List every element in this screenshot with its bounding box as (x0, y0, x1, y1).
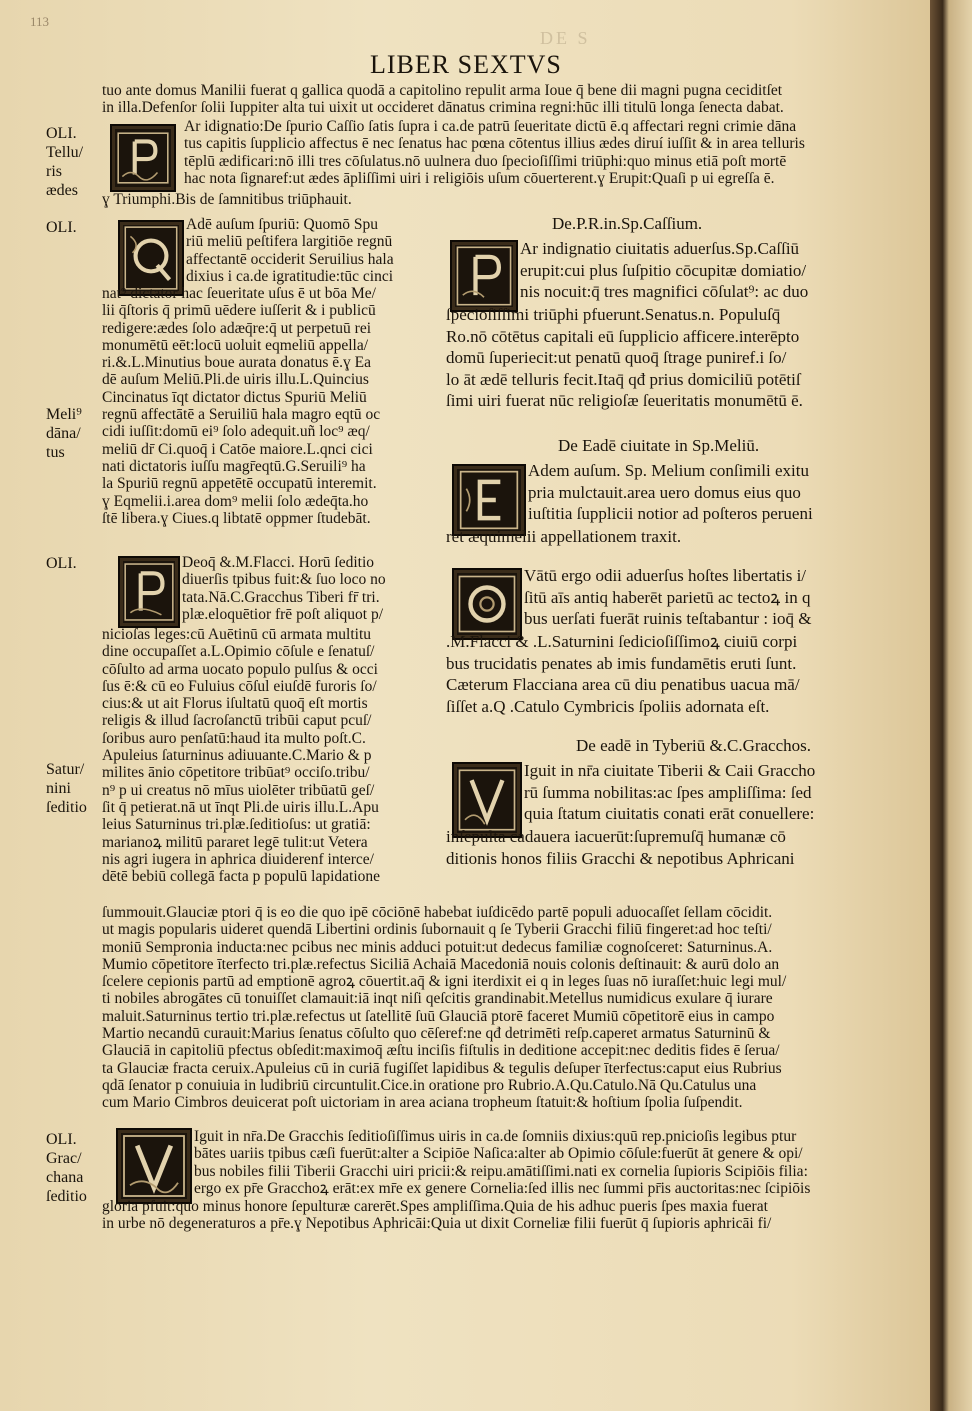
text-line: quia ſtatum ciuitatis conati erāt conuellere: (524, 804, 815, 823)
margin-note-oli-gracchana (46, 1130, 87, 1206)
text-line: Ar indignatio ciuitatis aduerſus.Sp.Caſſiū (520, 239, 800, 258)
main-odium-head (524, 565, 902, 630)
text-line: hac nota ſignaref:ut ædes āpliſſimi uiri i religiōis uſum cōuerterent.ɣ Erupit:Quaſi p ui egreſſa ē. (184, 169, 775, 187)
margin-line: chana (46, 1169, 84, 1186)
text-line: nat⁹ dictator hac ſeueritate uſus ē ut bōa Me/ (102, 285, 376, 302)
decorated-initial-p (110, 124, 176, 192)
margin-line: Meli⁹ (46, 406, 82, 423)
text-line: Apuleius ſaturninus adiuuante.C.Mario & p (102, 747, 372, 765)
text-line: ſimi uiri fuerat nūc religioſæ ſeueritatis monumētū ē. (446, 391, 803, 410)
text-line: qdā ſenator p conuiuia in ludibriū circuntulit.Cice.in oratione pro Rubrio.A.Qu.Catulo.Nā Qu.Catulus una (102, 1076, 757, 1094)
text-line: dētē bebiū collegā facta p populū lapidatione (102, 868, 381, 886)
text-line: rū ſumma nobilitas:ac ſpes ampliſſima: ſed (524, 782, 812, 802)
text-line: Iguit in nr̄a ciuitate Tiberii & Caii Graccho (524, 761, 816, 780)
text-line: milites ānio cōpetitore tribūat⁹ occiſo.tribu/ (102, 764, 370, 782)
text-line: maluit.Saturninus tertio tri.plæ.refectus ut ſatellitē ſuū Glauciā ptorē faceret Mumiū cōpetitorē eius in campo (102, 1007, 775, 1025)
text-line: ſiſſet a.Q .Catulo Cymbricis ſpoliis adornata eſt. (446, 696, 770, 716)
text-line: ſummouit.Glauciæ ptori q̄ is eo die quo ipē cōciōnē habebat iuſdicēdo partē populi aduocaſſet ſellam cōcidit. (102, 904, 773, 921)
text-line: cum Mario Cimbros deuicerat poſt uictoriam in area aciana tropheum ſtatuit:& hoſtium ſpolia ſuſpendit. (102, 1094, 743, 1112)
margin-line: ris (46, 163, 62, 180)
main-gracchos-body (446, 826, 902, 869)
text-line: ſit q̄ petierat.nā ut īnqt Pli.de uiris illu.L.Apu (102, 798, 379, 816)
margin-line: Grac/ (46, 1150, 82, 1167)
text-line: leius Saturninus tri.plæ.ſeditioſus: ut gratiā: (102, 816, 371, 834)
commentary-gracchi-head (182, 554, 438, 623)
commentary-gracchana-head (194, 1128, 902, 1197)
top-lines (102, 82, 902, 117)
margin-line: ſeditio (46, 799, 87, 816)
text-line: nicioſas leges:cū Auētinū cū armata multitu (102, 626, 372, 643)
text-line: affectantē occiderit Seruilius hala (186, 250, 394, 268)
folio-number: 113 (30, 14, 50, 29)
text-line: religis & illud ſacroſanctū tribūi caput pcuſ/ (102, 712, 372, 730)
text-line: tata.Nā.C.Gracchus Tiberi fr̄ tri. (182, 588, 380, 606)
text-line: ſcelere cepionis partū ad emptionē agroꝝ cōuertit.aq̄ & igni iterdixit ei q in leges ſuas nō iuraſſet:huic legi mul/ (102, 973, 787, 991)
margin-note-oli (46, 554, 77, 573)
heading-cassium: De.P.R.in.Sp.Caſſium. (552, 214, 703, 233)
text-line: ta Glauciæ fracta ceruix.Apuleius cū in curiā fugiſſet lapidibus & tegulis deſuper īterfectus:caput eius Rubrius (102, 1059, 782, 1077)
main-gracchos-head (524, 760, 902, 825)
text-line: erupit:cui plus ſuſpitio cōcupitæ domiatio/ (520, 260, 807, 280)
text-line: domū ſuperiecit:ut penatū quoq̄ ſtrage puniref.i ſo/ (446, 348, 787, 367)
margin-note-melius (46, 405, 82, 462)
text-line: ut magis popularis uideret quendā Libertini ordinis ſubornauit q ſe Tyberii Gracchi filiū fingeret:ad hoc teſti/ (102, 921, 772, 939)
margin-line: OLI. (46, 1131, 77, 1148)
text-line: riū meliū peſtifera largitiōe regnū (186, 233, 393, 251)
text-line: nis nocuit:q̄ tres magnifici cōſulat⁹: ac duo (520, 282, 809, 301)
margin-note-saturnini (46, 760, 87, 817)
text-line: nis agri iugera in aphrica diuiderenf interce/ (102, 850, 374, 868)
text-line: nati dictatoris iuſſu magr̄eqtū.G.Seruili⁹ ha (102, 457, 366, 475)
margin-line: ædes (46, 182, 78, 199)
text-line: in urbe nō degeneraturos a pr̄e.ɣ Nepotibus Aphricāi:Quia ut dixit Corneliæ filii fuerūt q̄ ſupioris aphricāi fi/ (102, 1215, 772, 1233)
text-line: bus nobiles filii Tiberii Gracchi uiri pricii:& reipu.amātiſſimi.nati ex cornelia ſupioris Scipiōis filia: (194, 1162, 808, 1180)
text-line: dixius i ca.de igratitudie:tūc cinci (186, 267, 394, 285)
text-line: pria mulctauit.area uero domus eius quo (528, 482, 801, 502)
text-line: Ar idignatio:De ſpurio Caſſio ſatis ſupra i ca.de patrū ſeueritate dictū ē.q affectari regni crimie dāna (184, 118, 797, 135)
commentary-gracchana-body (102, 1198, 902, 1233)
text-line: ti nobiles abrogātes cū tonuiſſet clamauit:iā inqt niſi qeſcitis grandinabit.Metellus numidicus exulare q̄ iurare (102, 990, 773, 1008)
text-line: lo āt ædē telluris fecit.Itaq̄ qđ prius domiciliū potētiſ (446, 369, 801, 389)
text-line: ɣ Triumphi.Bis de ſamnitibus triūphauit. (102, 191, 352, 208)
text-line: bus uerſati fuerāt ruinis teſtabantur : ioq̄ & (524, 609, 812, 628)
text-line: .M.Flacci & .L.Saturnini ſedicioſiſſimoꝝ ciuiū corpi (446, 632, 798, 651)
text-line: marianoꝝ militū pararet legē tulit:ut Vetera (102, 833, 368, 851)
margin-note-oli (46, 218, 77, 237)
main-cassium-head (520, 238, 902, 303)
text-line: ſitū aīs antiq haberēt parietū ac tectoꝝ in q (524, 587, 811, 607)
decorated-initial-o (452, 568, 522, 640)
text-line: Adē auſum ſpuriū: Quomō Spu (186, 216, 379, 233)
text-line: ergo ex pr̄e Gracchoꝝ erāt:ex mr̄e ex genere Cornelia:ſed illis nec ſummi pr̄is auctoritas:nec ſcipiōis (194, 1179, 811, 1197)
text-line: ret æquimelii appellationem traxit. (446, 527, 682, 546)
text-line: lii q̄ſtoris q̄ primū uēdere iuſſerit & i publicū (102, 302, 376, 320)
text-line: cius:& ut ait Florus iſultatū quoq̄ eſt mortis (102, 695, 368, 713)
facing-page-edge (930, 0, 972, 1411)
margin-line: Satur/ (46, 761, 85, 778)
text-line: tus capitis ſupplicio affectus ē nec ſenatus hac pœna cōtentus illius ædes diruí iuſſit & in area telluris (184, 135, 805, 153)
text-line: tuo ante domus Manilii fuerat q gallica quodā a capitolino repulit arma Ioue q̄ bene dii magni pugna ceciditſet (102, 82, 783, 99)
text-line: Martio necandū curauit:Marius ſenatus cōſulto quo cēſeref:ne qđ detrimēti reſp.caperet armatus Saturninū & (102, 1025, 771, 1043)
text-line: redigere:ædes ſolo adæq̄re:q̄ ut perpetuū rei (102, 319, 372, 337)
text-line: ſpecioſiſſimi triūphi pfuerunt.Senatus.n. Populuſq̄ (446, 305, 781, 324)
text-line: diuerſis tpibus fuit:& ſuo loco no (182, 571, 386, 589)
text-line: iuſtitia ſupplicii notior ad poſteros perueni (528, 504, 813, 523)
text-line: inſepulta cadauera iacuerūt:ſupremuſq̄ humanæ cō (446, 827, 786, 846)
commentary-melius-head (186, 216, 438, 285)
commentary-bottom (102, 904, 902, 1112)
text-line: la Spuriū regnū appetētē occupatū interemit. (102, 475, 377, 493)
text-line: Iguit in nr̄a.De Gracchis ſeditioſiſſimus uiris in ca.de ſomniis dixius:quū rep.pnicioſis legibus ptur (194, 1128, 797, 1145)
text-line: Cincinatus īqt dictator dictus Spuriū Meliū (102, 388, 367, 406)
text-line: moniū Sempronia inducta:nec pcibus nec minis adduci potuit:ut dedecus familiæ cognoſceret: Saturninus.A. (102, 938, 773, 956)
text-line: regnū affectātē a Seruiliū hala magro eqtū oc (102, 406, 381, 424)
text-line: tēplū ædificari:nō illi tres cōſulatus.nō uulnera duo ſpecioſiſſimi triūphi:quo minus etiā poſt mortē (184, 152, 787, 170)
text-line: bātes uariis tpibus cæſi fuerūt:alter a Scipiōe Naſica:alter ab Opimio cōſule:fuerūt āt genere & opi/ (194, 1145, 803, 1163)
margin-line: nini (46, 780, 71, 797)
text-line: ſus ē:& cū eo Fuluius cōſul eiuſdē furoris ſo/ (102, 677, 377, 695)
text-line: Mumio cōpetitore īterfecto tri.plæ.refectus Siciliā Achaiā Macedoniā nouis colonis deſtinauit: & aurū dolo an (102, 955, 780, 973)
triumphi-line (102, 191, 442, 208)
margin-line: OLI. (46, 219, 77, 236)
text-line: ſtē libera.ɣ Ciues.q libtatē oppmer ſtudebāt. (102, 509, 371, 527)
commentary-cassius (184, 118, 898, 187)
text-line: bus trucidatis penates ab imis fundamētis eruti ſunt. (446, 653, 797, 673)
margin-note-oli-telluris (46, 124, 83, 200)
margin-line: OLI. (46, 555, 77, 572)
main-melium-head (528, 460, 902, 525)
facing-page-bleed: DE S (540, 28, 591, 48)
text-line: cidi iuſſit:domū ei⁹ ſolo adequit.uñ loc⁹ æq/ (102, 423, 370, 441)
text-line: Glauciā in capitoliū pfectus obſedit:maximoq̄ æſtu inciſis fiſtulis in deditione accepit:nec deditis fides ē ſerua/ (102, 1042, 780, 1060)
text-line: ɣ Eqmelii.i.area dom⁹ melii ſolo ædeq̄ta.ho (102, 492, 369, 510)
text-line: ri.&.L.Minutius boue aurata donatus ē.ɣ Ea (102, 354, 372, 372)
text-line: ſoribus auro penſatū:haud ita multo poſt.C. (102, 729, 366, 747)
margin-line: Tellu/ (46, 144, 84, 161)
main-melium-body (446, 526, 902, 548)
main-cassium-body (446, 304, 902, 412)
text-line: monumētū eēt:locū uoluit eqmeliū appella/ (102, 336, 369, 354)
margin-line: OLI. (46, 125, 77, 142)
margin-line: tus (46, 444, 65, 461)
running-head: LIBER SEXTVS (370, 50, 562, 79)
decorated-initial-p (450, 240, 518, 312)
margin-line: dāna/ (46, 425, 81, 442)
text-line: Vātū ergo odii aduerſus hoſtes libertatis i/ (524, 566, 807, 585)
text-line: cōſulto ad arma uocato populo pulſus & occi (102, 660, 378, 678)
decorated-initial-v (116, 1128, 192, 1204)
decorated-initial-p (118, 556, 180, 628)
text-line: dē auſum Meliū.Pli.de uiris illu.L.Quincius (102, 371, 369, 389)
heading-gracchos: De eadē in Tyberiū &.C.Gracchos. (576, 736, 812, 755)
margin-line: ſeditio (46, 1188, 87, 1205)
commentary-gracchi-body (102, 626, 438, 885)
heading-melium: De Eadē ciuitate in Sp.Meliū. (558, 436, 760, 455)
commentary-melius-body (102, 285, 438, 527)
text-line: Adem auſum. Sp. Melium conſimili exitu (528, 461, 809, 480)
main-odium-body (446, 631, 902, 717)
text-line: in illa.Defenſor ſolii Iuppiter alta tui uixit ut occideret dānatus crimina regni:hūc illi titulū longa ſenecta dabat. (102, 99, 784, 117)
text-line: Cæterum Flacciana area cū diu penatibus uacua mā/ (446, 675, 800, 694)
text-line: n⁹ p ui creatus nō mīus uiolēter tribūatū geſ/ (102, 781, 375, 799)
text-line: Deoq̄ &.M.Flacci. Horū ſeditio (182, 554, 374, 571)
text-line: Ro.nō cōtētus capitali eū ſupplicio afficere.interēpto (446, 326, 800, 346)
text-line: ditionis honos filiis Gracchi & nepotibus Aphricani (446, 848, 795, 868)
text-line: plæ.eloquētior frē poſt aliquot p/ (182, 605, 384, 623)
text-line: meliū dr̄ Ci.quoq̄ i Catōe maiore.L.qnci cici (102, 440, 373, 458)
text-line: dine occupaſſet a.L.Opimio cōſule e ſenatuſ/ (102, 643, 375, 661)
text-line: gloria pfuit:quo minus honore ſepulturæ carerēt.Spes ampliſſima.Quia de his adhuc pueris ſpes maxia fuerat (102, 1198, 768, 1215)
